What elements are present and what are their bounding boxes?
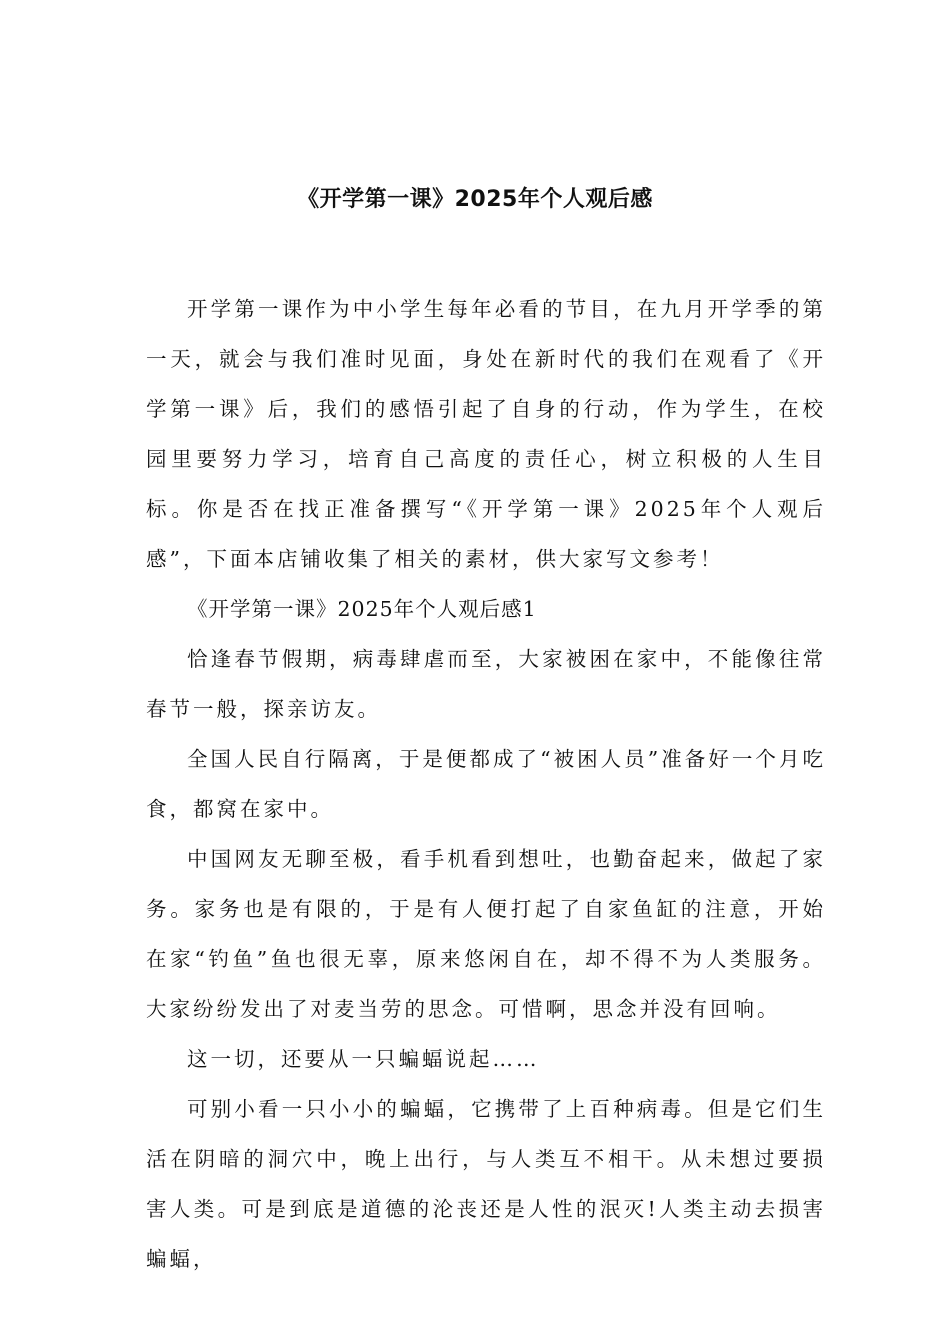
body-paragraph: 这一切，还要从一只蝙蝠说起…… bbox=[187, 1047, 540, 1071]
intro-paragraph: 开学第一课作为中小学生每年必看的节目，在九月开学季的第一天，就会与我们准时见面，身处在新时代的我们在观看了《开学第一课》后，我们的感悟引起了自身的行动，作为学生，在校园里要努力学习，培育自己高度的责任心，树立积极的人生目标。你是否在找正准备撰写“《开学第一课》2025年个人观后感”，下面本店铺收集了相关的素材，供大家写文参考！ bbox=[146, 297, 826, 571]
body-paragraph: 全国人民自行隔离，于是便都成了“被困人员”准备好一个月吃食，都窝在家中。 bbox=[146, 747, 826, 821]
body-paragraph: 中国网友无聊至极，看手机看到想吐，也勤奋起来，做起了家务。家务也是有限的，于是有人便打起了自家鱼缸的注意，开始在家“钓鱼”鱼也很无辜，原来悠闲自在，却不得不为人类服务。大家纷纷发出了对麦当劳的思念。可惜啊，思念并没有回响。 bbox=[146, 847, 826, 1021]
section-heading: 《开学第一课》2025年个人观后感1 bbox=[187, 597, 537, 621]
body-paragraph: 恰逢春节假期，病毒肆虐而至，大家被困在家中，不能像往常春节一般，探亲访友。 bbox=[146, 647, 826, 721]
document-title: 《开学第一课》2025年个人观后感 bbox=[297, 187, 653, 212]
document-body bbox=[146, 284, 826, 1284]
body-paragraph: 可别小看一只小小的蝙蝠，它携带了上百种病毒。但是它们生活在阴暗的洞穴中，晚上出行，与人类互不相干。从未想过要损害人类。可是到底是道德的沦丧还是人性的泯灭!人类主动去损害蝙蝠， bbox=[146, 1097, 826, 1271]
